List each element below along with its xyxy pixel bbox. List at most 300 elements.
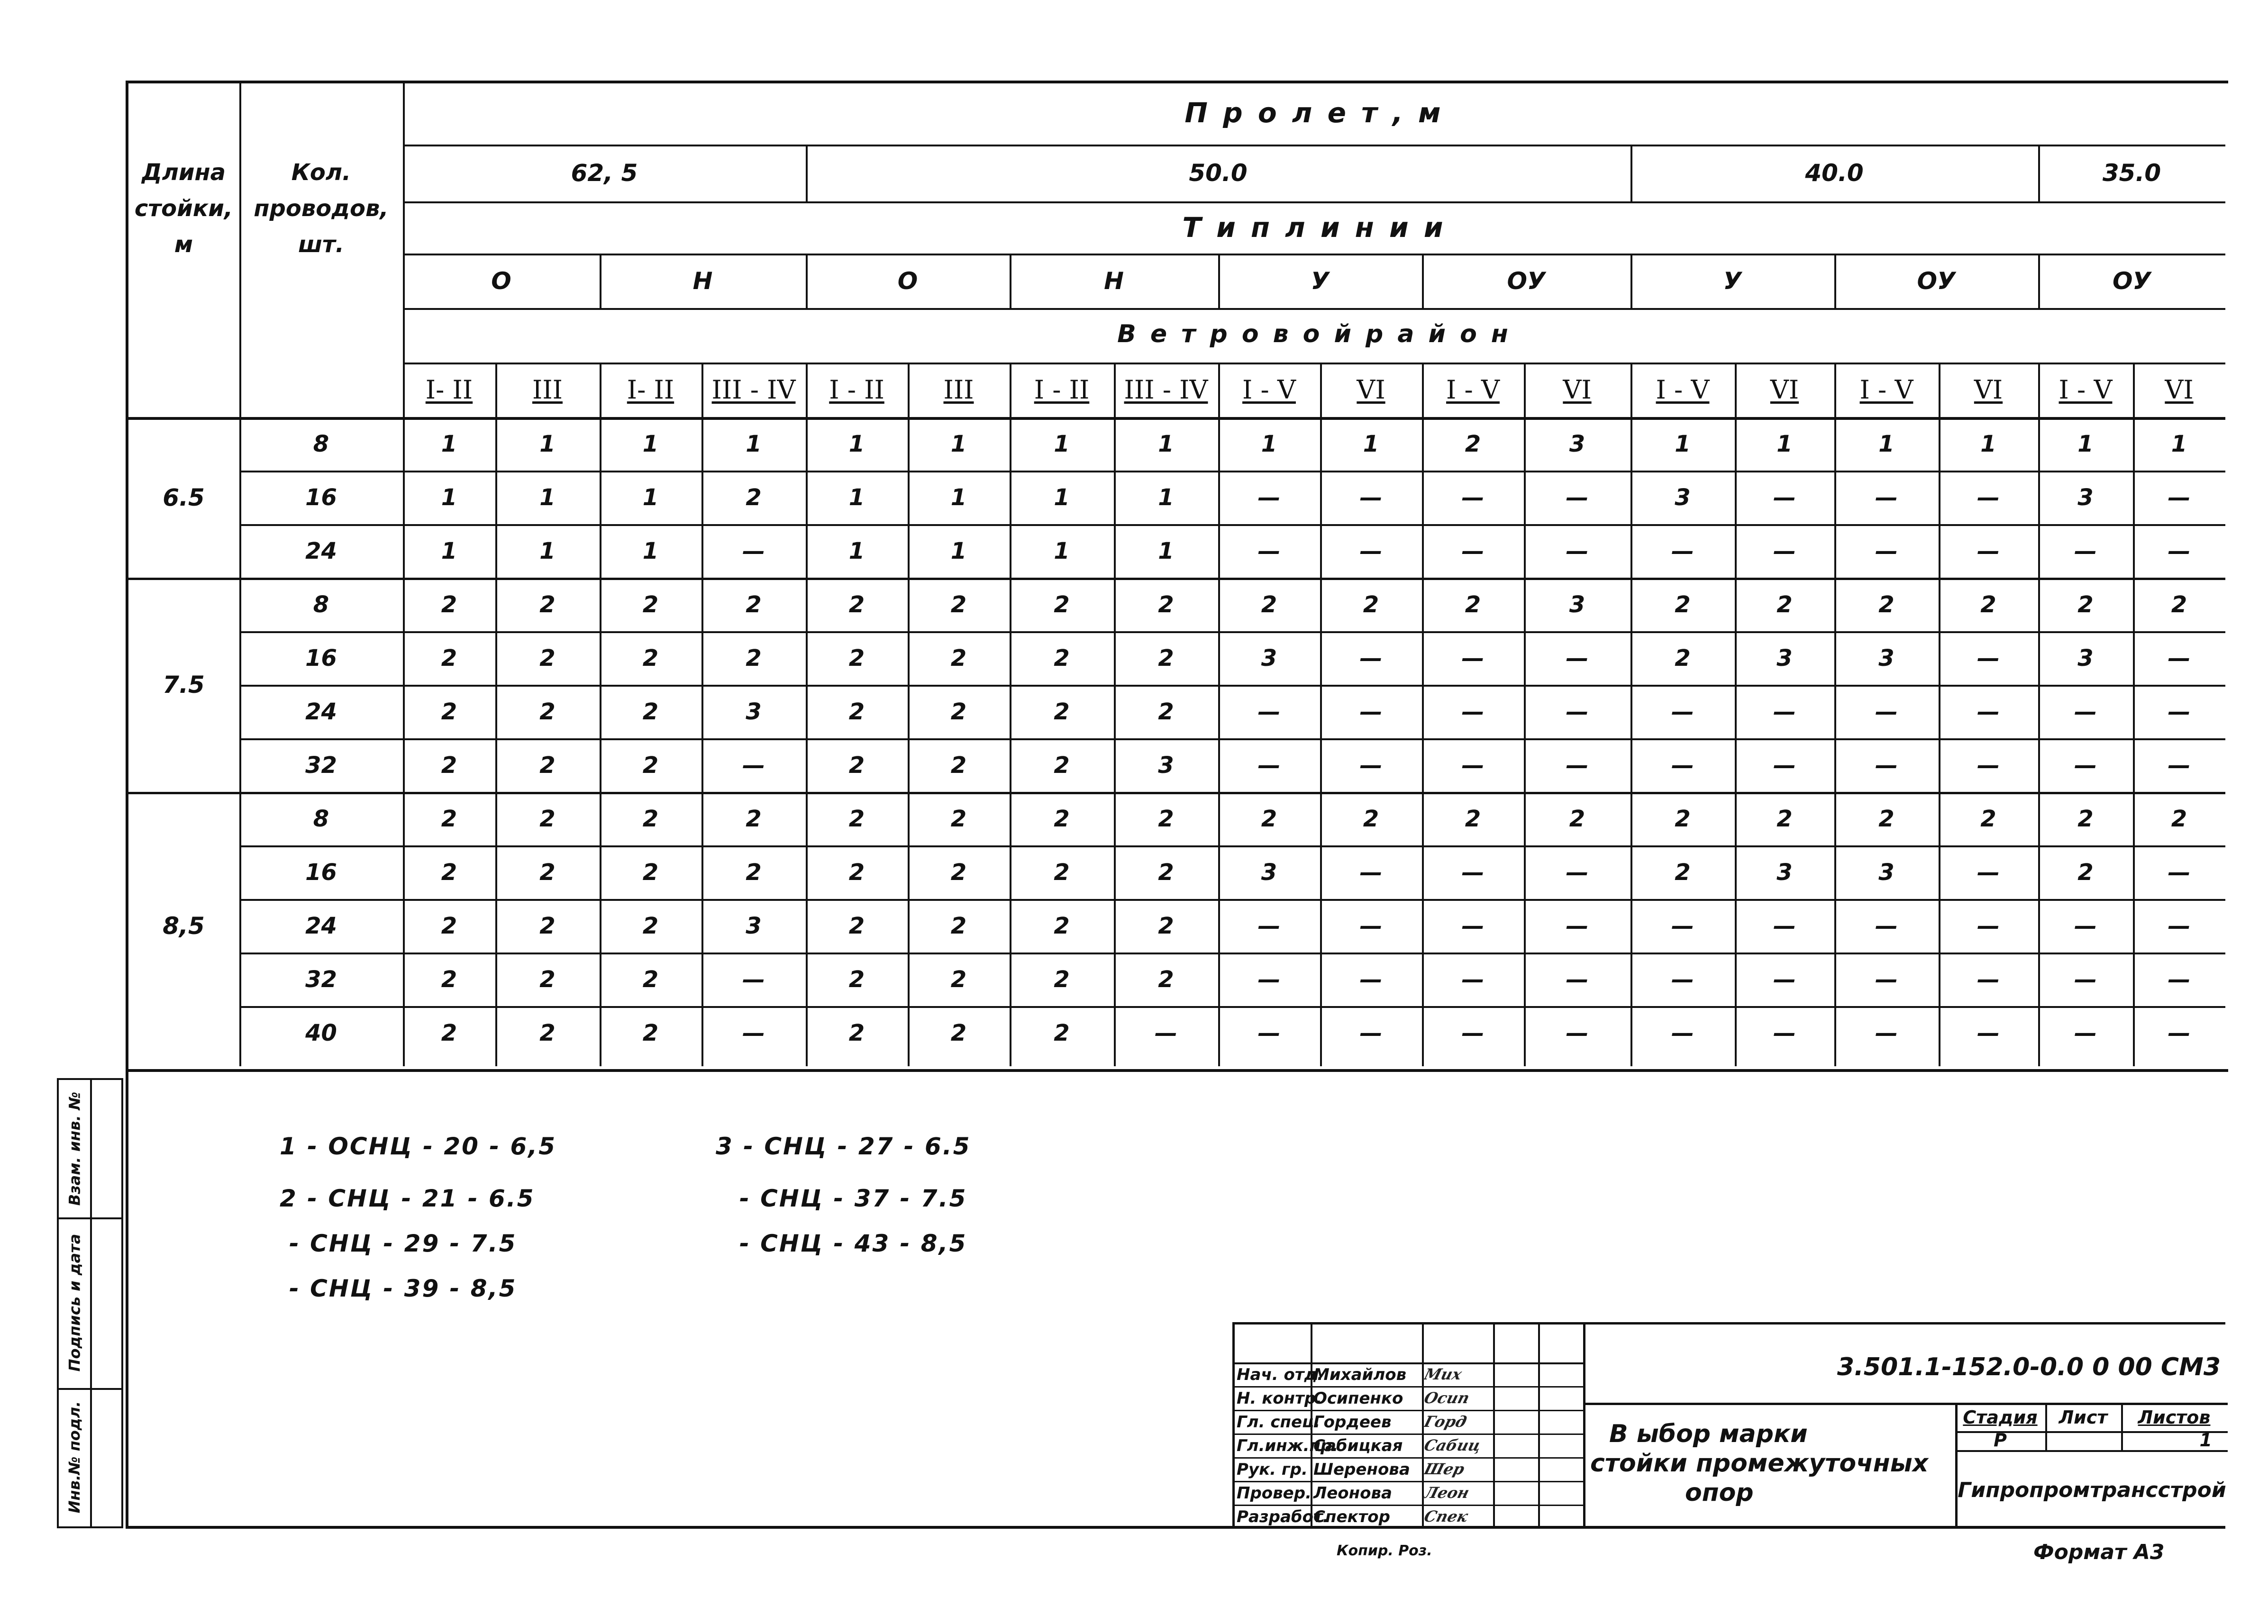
wires-count: 16 — [305, 859, 337, 886]
table-cell: 2 — [1261, 591, 1277, 618]
table-cell: 2 — [642, 805, 659, 832]
table-cell: 1 — [746, 430, 762, 457]
wires-count: 40 — [305, 1019, 337, 1046]
table-cell: 2 — [1465, 805, 1481, 832]
title-grid-line — [1235, 1410, 1583, 1411]
table-cell: — — [1566, 752, 1589, 779]
table-cell: 2 — [2171, 591, 2187, 618]
wires-count: 32 — [305, 752, 337, 779]
table-cell: — — [1977, 484, 2000, 511]
table-cell: — — [1257, 966, 1281, 993]
table-cell: 1 — [2171, 430, 2187, 457]
table-cell: 2 — [539, 859, 556, 886]
signature: Спек — [1422, 1507, 1470, 1525]
table-cell: 1 — [1054, 484, 1070, 511]
support-length: 8,5 — [163, 912, 205, 940]
table-cell: 2 — [1158, 591, 1174, 618]
signature: Сабиц — [1422, 1436, 1483, 1454]
table-cell: — — [1977, 537, 2000, 564]
table-cell: — — [1773, 537, 1796, 564]
signature: Мих — [1422, 1365, 1464, 1383]
table-cell: 1 — [950, 430, 967, 457]
table-cell: 2 — [1878, 591, 1895, 618]
table-cell: — — [1773, 912, 1796, 939]
table-cell: — — [1671, 752, 1694, 779]
header-length-line3: м — [174, 231, 193, 258]
wires-count: 8 — [313, 591, 329, 618]
table-cell: 2 — [1054, 859, 1070, 886]
table-cell: — — [2168, 644, 2191, 671]
table-cell: — — [1461, 484, 1485, 511]
table-cell: 2 — [539, 966, 556, 993]
wind-region: I - V — [2059, 375, 2113, 405]
table-cell: — — [1359, 537, 1383, 564]
table-cell: — — [1566, 644, 1589, 671]
table-cell: 2 — [1054, 698, 1070, 725]
table-cell: — — [1257, 484, 1281, 511]
table-cell: — — [1359, 1019, 1383, 1046]
wind-region: VI — [1974, 375, 2003, 405]
table-cell: 1 — [1054, 430, 1070, 457]
person-name: Михайлов — [1313, 1365, 1407, 1384]
table-cell: 2 — [848, 966, 865, 993]
title-grid-line — [1235, 1433, 1583, 1435]
wires-count: 16 — [305, 644, 337, 671]
person-name: Леонова — [1313, 1484, 1392, 1503]
table-cell: 3 — [1878, 859, 1895, 886]
table-cell: 2 — [950, 966, 967, 993]
table-cell: 2 — [1776, 805, 1793, 832]
table-cell: — — [1257, 698, 1281, 725]
copied-by: Копир. Роз. — [1337, 1542, 1432, 1559]
table-cell: — — [1461, 698, 1485, 725]
table-cell: — — [1977, 1019, 2000, 1046]
table-cell: 2 — [441, 805, 457, 832]
table-cell: 1 — [441, 537, 457, 564]
table-cell: 2 — [2171, 805, 2187, 832]
wires-count: 8 — [313, 805, 329, 832]
wind-region: I- II — [425, 375, 473, 405]
legend-right-3: - СНЦ - 43 - 8,5 — [739, 1230, 967, 1257]
wind-region: I - V — [1656, 375, 1710, 405]
table-cell: — — [1257, 752, 1281, 779]
table-cell: — — [1875, 1019, 1898, 1046]
stamp-replace-inv: Взам. инв. № — [65, 1091, 84, 1206]
table-cell: — — [1566, 537, 1589, 564]
signature: Осип — [1422, 1389, 1472, 1407]
table-cell: 2 — [642, 912, 659, 939]
line-type: У — [1723, 267, 1742, 295]
table-cell: 1 — [1675, 430, 1691, 457]
table-cell: — — [1773, 1019, 1796, 1046]
table-cell: 3 — [1569, 430, 1585, 457]
table-cell: 1 — [950, 484, 967, 511]
table-cell: — — [1875, 966, 1898, 993]
table-cell: 2 — [539, 752, 556, 779]
table-cell: — — [2074, 752, 2097, 779]
wires-count: 24 — [305, 698, 337, 725]
table-cell: — — [1671, 698, 1694, 725]
wind-region: I - II — [829, 375, 884, 405]
table-cell: — — [1257, 537, 1281, 564]
table-cell: — — [1566, 966, 1589, 993]
table-cell: 2 — [950, 591, 967, 618]
table-cell: 2 — [1465, 430, 1481, 457]
title-grid-line — [1235, 1457, 1583, 1459]
table-cell: 2 — [746, 591, 762, 618]
table-cell: 3 — [1261, 644, 1277, 671]
title-grid-line — [1493, 1325, 1495, 1528]
table-cell: 2 — [1675, 591, 1691, 618]
sheets-value: 1 — [2199, 1430, 2212, 1451]
table-cell: — — [1875, 912, 1898, 939]
drawing-title-line2: стойки промежуточных — [1590, 1449, 1929, 1478]
table-cell: 1 — [1158, 537, 1174, 564]
legend-right-2: - СНЦ - 37 - 7.5 — [739, 1185, 967, 1212]
line-type: ОУ — [1917, 267, 1956, 295]
table-cell: 2 — [848, 1019, 865, 1046]
table-cell: 2 — [1054, 966, 1070, 993]
table-cell: 1 — [441, 484, 457, 511]
header-line-type: Т и п л и н и и — [1182, 211, 1446, 244]
table-cell: 2 — [950, 805, 967, 832]
stamp-original-inv: Инв.№ подл. — [65, 1401, 83, 1514]
table-cell: 1 — [642, 484, 659, 511]
table-cell: 2 — [1158, 859, 1174, 886]
table-cell: 1 — [1261, 430, 1277, 457]
wires-count: 32 — [305, 966, 337, 993]
person-name: Гордеев — [1313, 1413, 1392, 1432]
table-cell: — — [1875, 698, 1898, 725]
role-label: Рук. гр. — [1237, 1460, 1308, 1479]
table-cell: — — [1671, 537, 1694, 564]
table-cell: — — [2168, 912, 2191, 939]
table-cell: — — [1359, 966, 1383, 993]
line-type: О — [491, 267, 511, 295]
table-cell: 2 — [950, 752, 967, 779]
role-label: Гл. спец. — [1237, 1413, 1321, 1432]
table-cell: 1 — [642, 430, 659, 457]
table-cell: — — [1359, 484, 1383, 511]
legend-right-1: 3 - СНЦ - 27 - 6.5 — [716, 1133, 971, 1160]
table-cell: — — [1359, 859, 1383, 886]
drawing-frame-left — [126, 1066, 128, 1526]
table-cell: 2 — [1569, 805, 1585, 832]
table-cell: 2 — [441, 859, 457, 886]
side-stamp — [57, 1078, 123, 1528]
table-cell: — — [1875, 484, 1898, 511]
title-grid-line — [1235, 1481, 1583, 1482]
table-cell: — — [1566, 484, 1589, 511]
title-grid-line — [1235, 1505, 1583, 1506]
table-cell: 2 — [746, 484, 762, 511]
table-cell: 3 — [2077, 484, 2094, 511]
table-cell: — — [1566, 859, 1589, 886]
span-value: 62, 5 — [571, 159, 638, 187]
role-label: Разработ. — [1237, 1507, 1329, 1526]
wind-region: III — [532, 375, 563, 405]
table-cell: 2 — [848, 644, 865, 671]
span-value: 35.0 — [2102, 159, 2161, 187]
table-cell: 2 — [539, 805, 556, 832]
table-cell: — — [1671, 912, 1694, 939]
table-cell: — — [1461, 966, 1485, 993]
header-wires-line1: Кол. — [291, 159, 351, 186]
header-wind-region: В е т р о в о й р а й о н — [1117, 320, 1511, 348]
wind-region: I - II — [1034, 375, 1090, 405]
table-cell: 2 — [2077, 859, 2094, 886]
wires-count: 24 — [305, 912, 337, 939]
role-label: Гл.инж.пр. — [1237, 1436, 1339, 1455]
table-cell: 3 — [746, 912, 762, 939]
wind-region: III - IV — [711, 375, 796, 405]
title-block — [1232, 1322, 2225, 1526]
table-cell: 2 — [441, 912, 457, 939]
table-cell: — — [2168, 966, 2191, 993]
signature: Шер — [1422, 1460, 1466, 1478]
table-cell: — — [1977, 752, 2000, 779]
table-cell: — — [1566, 698, 1589, 725]
wind-region: VI — [1357, 375, 1385, 405]
table-cell: 2 — [642, 1019, 659, 1046]
table-cell: 3 — [746, 698, 762, 725]
table-cell: 2 — [1158, 912, 1174, 939]
table-cell: — — [1257, 1019, 1281, 1046]
document-code: 3.501.1-152.0-0.0 0 00 СМ3 — [1837, 1353, 2221, 1381]
table-cell: — — [2168, 859, 2191, 886]
table-cell: — — [1875, 752, 1898, 779]
stage-label: Стадия — [1963, 1407, 2038, 1428]
drawing-frame-bottom — [126, 1526, 2225, 1529]
table-cell: 2 — [848, 698, 865, 725]
table-cell: 2 — [642, 644, 659, 671]
table-cell: — — [2074, 537, 2097, 564]
drawing-title — [1590, 1419, 1950, 1524]
table-cell: — — [1155, 1019, 1177, 1046]
table-cell: — — [1359, 752, 1383, 779]
wind-region: III — [943, 375, 974, 405]
table-cell: — — [2074, 698, 2097, 725]
table-cell: 2 — [1054, 752, 1070, 779]
legend-left-1: 1 - ОСНЦ - 20 - 6,5 — [280, 1133, 557, 1160]
role-label: Нач. отд. — [1237, 1365, 1323, 1384]
table-cell: 3 — [1776, 644, 1793, 671]
table-cell: — — [2074, 966, 2097, 993]
table-cell: 2 — [848, 859, 865, 886]
table-cell: 3 — [1158, 752, 1174, 779]
table-cell: 2 — [1158, 644, 1174, 671]
table-cell: — — [1566, 1019, 1589, 1046]
legend-left-2: 2 - СНЦ - 21 - 6.5 — [280, 1185, 535, 1212]
table-cell: 1 — [539, 430, 556, 457]
organization: Гипропромтрансстрой — [1958, 1478, 2226, 1502]
wind-region: I - V — [1242, 375, 1296, 405]
table-cell: 2 — [1465, 591, 1481, 618]
table-cell: — — [1566, 912, 1589, 939]
table-cell: — — [742, 966, 765, 993]
table-cell: 1 — [848, 430, 865, 457]
table-cell: 2 — [539, 1019, 556, 1046]
table-cell: 2 — [848, 752, 865, 779]
table-cell: — — [1461, 1019, 1485, 1046]
role-label: Н. контр. — [1237, 1389, 1322, 1408]
table-cell: — — [2168, 484, 2191, 511]
line-type: Н — [692, 267, 713, 295]
table-cell: 2 — [1054, 912, 1070, 939]
table-cell: 2 — [1363, 591, 1379, 618]
line-type: ОУ — [2112, 267, 2151, 295]
line-type: ОУ — [1507, 267, 1546, 295]
table-cell: 2 — [539, 912, 556, 939]
header-length-line1: Длина — [141, 159, 226, 186]
wind-region: I - V — [1446, 375, 1500, 405]
table-cell: 2 — [2077, 805, 2094, 832]
table-cell: — — [1359, 698, 1383, 725]
table-cell: — — [1671, 1019, 1694, 1046]
table-cell: — — [1977, 912, 2000, 939]
table-cell: — — [1875, 537, 1898, 564]
table-cell: — — [1359, 644, 1383, 671]
table-cell: 1 — [1158, 484, 1174, 511]
table-cell: — — [1461, 537, 1485, 564]
wires-count: 8 — [313, 430, 329, 457]
stamp-signature-date: Подпись и дата — [65, 1234, 83, 1372]
table-cell: — — [1671, 966, 1694, 993]
header-wires — [239, 137, 403, 280]
table-cell: 2 — [1878, 805, 1895, 832]
table-cell: — — [1977, 859, 2000, 886]
table-cell: 2 — [441, 966, 457, 993]
table-cell: — — [1773, 966, 1796, 993]
table-cell: 1 — [1363, 430, 1379, 457]
table-cell: 2 — [1158, 698, 1174, 725]
table-cell: 2 — [642, 752, 659, 779]
table-cell: 1 — [1980, 430, 1996, 457]
wind-region: I - V — [1859, 375, 1913, 405]
table-cell: 2 — [539, 591, 556, 618]
table-cell: — — [2168, 537, 2191, 564]
table-cell: 2 — [1776, 591, 1793, 618]
table-cell: 1 — [1158, 430, 1174, 457]
table-cell: 2 — [746, 859, 762, 886]
drawing-title-line1: В ыбор марки — [1609, 1420, 1808, 1448]
table-cell: 2 — [642, 859, 659, 886]
table-cell: 2 — [848, 591, 865, 618]
table-cell: 2 — [746, 644, 762, 671]
table-cell: 2 — [1261, 805, 1277, 832]
table-cell: — — [742, 537, 765, 564]
line-type: Н — [1104, 267, 1124, 295]
sheet-value — [2046, 1431, 2120, 1450]
table-cell: 1 — [539, 484, 556, 511]
line-type: О — [897, 267, 918, 295]
header-wires-line2: проводов, — [254, 195, 389, 222]
table-cell: 2 — [1054, 644, 1070, 671]
table-cell: 2 — [950, 698, 967, 725]
person-name: Спектор — [1313, 1507, 1390, 1526]
wind-region: VI — [1563, 375, 1592, 405]
table-cell: 1 — [848, 537, 865, 564]
table-cell: — — [1773, 484, 1796, 511]
table-cell: — — [1977, 644, 2000, 671]
table-cell: — — [2074, 1019, 2097, 1046]
table-cell: 2 — [1054, 591, 1070, 618]
table-cell: — — [1257, 912, 1281, 939]
support-length: 7.5 — [163, 671, 205, 699]
title-grid-line — [1235, 1386, 1583, 1388]
table-cell: 1 — [642, 537, 659, 564]
table-cell: 2 — [1980, 805, 1996, 832]
line-type: У — [1311, 267, 1330, 295]
wind-region: III - IV — [1124, 375, 1208, 405]
table-cell: — — [1461, 912, 1485, 939]
sheets-label: Листов — [2138, 1407, 2211, 1428]
title-grid-line — [1235, 1362, 1583, 1364]
role-label: Провер. — [1237, 1484, 1312, 1503]
table-cell: — — [1773, 752, 1796, 779]
table-cell: 2 — [1054, 1019, 1070, 1046]
table-cell: 1 — [2077, 430, 2094, 457]
paper-format: Формат А3 — [2033, 1540, 2165, 1564]
table-cell: 2 — [642, 698, 659, 725]
table-cell: 2 — [441, 698, 457, 725]
table-cell: — — [1359, 912, 1383, 939]
header-wires-line3: шт. — [298, 231, 345, 258]
table-cell: 2 — [1054, 805, 1070, 832]
table-cell: 2 — [1158, 966, 1174, 993]
sheet-label: Лист — [2059, 1407, 2108, 1428]
wind-region: VI — [2165, 375, 2194, 405]
table-cell: 2 — [950, 644, 967, 671]
wind-region: I- II — [627, 375, 674, 405]
table-cell: 2 — [1158, 805, 1174, 832]
table-cell: 1 — [441, 430, 457, 457]
wires-count: 24 — [305, 537, 337, 564]
table-cell: 2 — [441, 644, 457, 671]
wind-region: VI — [1770, 375, 1799, 405]
table-cell: — — [2168, 752, 2191, 779]
person-name: Осипенко — [1313, 1389, 1403, 1408]
table-cell: — — [2168, 1019, 2191, 1046]
table-cell: — — [2168, 698, 2191, 725]
table-cell: — — [742, 752, 765, 779]
table-cell: 2 — [441, 752, 457, 779]
table-cell: 3 — [2077, 644, 2094, 671]
table-cell: 2 — [950, 1019, 967, 1046]
table-cell: 2 — [539, 644, 556, 671]
table-cell: 2 — [642, 966, 659, 993]
wires-count: 16 — [305, 484, 337, 511]
table-cell: 2 — [746, 805, 762, 832]
table-cell: 1 — [848, 484, 865, 511]
table-cell: 1 — [950, 537, 967, 564]
table-cell: 3 — [1878, 644, 1895, 671]
table-cell: 2 — [848, 805, 865, 832]
table-cell: 1 — [1776, 430, 1793, 457]
table-cell: 3 — [1261, 859, 1277, 886]
table-cell: 2 — [950, 912, 967, 939]
table-cell: 3 — [1675, 484, 1691, 511]
title-grid-line — [1538, 1325, 1540, 1528]
drawing-title-line3: опор — [1685, 1479, 1754, 1507]
table-cell: 2 — [1675, 805, 1691, 832]
table-cell: 2 — [2077, 591, 2094, 618]
table-cell: 2 — [950, 859, 967, 886]
legend-left-3: - СНЦ - 29 - 7.5 — [289, 1230, 517, 1257]
stage-value: Р — [1994, 1430, 2007, 1451]
table-cell: 2 — [642, 591, 659, 618]
table-cell: 2 — [848, 912, 865, 939]
